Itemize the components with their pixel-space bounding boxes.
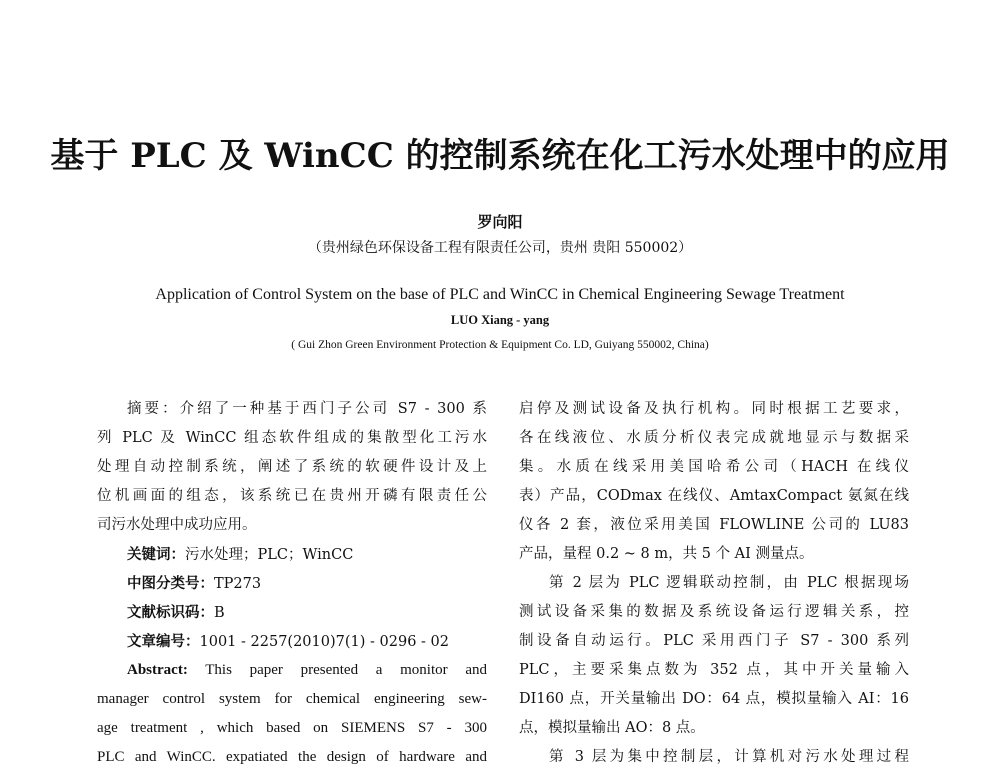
body-line: 测试设备采集的数据及系统设备运行逻辑关系，控 bbox=[519, 604, 909, 620]
body-line: 点，模拟量输出 AO：8 点。 bbox=[519, 720, 705, 736]
clc-label: 中图分类号： bbox=[127, 575, 214, 592]
clc-value: TP273 bbox=[214, 576, 262, 592]
abstract-cn-line: 列 PLC 及 WinCC 组态软件组成的集散型化工污水 bbox=[97, 430, 487, 446]
body-line: 第 3 层为集中控制层，计算机对污水处理过程 bbox=[549, 749, 909, 765]
body-line: 仪各 2 套，液位采用美国 FLOWLINE 公司的 LU83 bbox=[519, 517, 909, 533]
abstract-en-line bbox=[97, 656, 487, 685]
abstract-en-text: This paper presented a monitor and bbox=[187, 662, 487, 678]
doc-code-line bbox=[97, 598, 487, 627]
abstract-cn-line: 位机画面的组态，该系统已在贵州开磷有限责任公 bbox=[97, 488, 487, 504]
affiliation-cn: （贵州绿色环保设备工程有限责任公司，贵州 贵阳 550002） bbox=[307, 240, 693, 256]
article-no-line bbox=[97, 627, 487, 656]
body-line: 制设备自动运行。PLC 采用西门子 S7 - 300 系列 bbox=[519, 633, 909, 649]
article-no-value: 1001 - 2257(2010)7(1) - 0296 - 02 bbox=[199, 634, 449, 650]
author-name-cn: 罗向阳 bbox=[477, 213, 523, 231]
body-line: 表）产品，CODmax 在线仪、AmtaxCompact 氨氮在线 bbox=[519, 488, 909, 504]
abstract-en-line: PLC and WinCC. expatiated the design of hardware and bbox=[97, 749, 487, 765]
body-line: 集。水质在线采用美国哈希公司（HACH 在线仪 bbox=[519, 459, 909, 475]
body-line: 产品，量程 0.2 ~ 8 m，共 5 个 AI 测量点。 bbox=[519, 546, 814, 562]
keywords-value: 污水处理；PLC；WinCC bbox=[185, 547, 354, 563]
keywords-line bbox=[97, 540, 487, 569]
body-line: 启停及测试设备及执行机构。同时根据工艺要求， bbox=[519, 401, 909, 417]
body-line: 各在线液位、水质分析仪表完成就地显示与数据采 bbox=[519, 430, 909, 446]
abstract-cn-line: 摘要：介绍了一种基于西门子公司 S7 - 300 系 bbox=[127, 401, 487, 417]
clc-line bbox=[97, 569, 487, 598]
right-column bbox=[519, 395, 909, 772]
paper-title-en: Application of Control System on the base of PLC and WinCC in Chemical Engineering Sewage Treatment bbox=[155, 286, 845, 303]
affiliation-en: ( Gui Zhon Green Environment Protection & Equipment Co. LD, Guiyang 550002, China) bbox=[291, 339, 709, 351]
article-no-label: 文章编号： bbox=[127, 633, 200, 650]
abstract-cn-line: 处理自动控制系统，阐述了系统的软硬件设计及上 bbox=[97, 459, 487, 475]
abstract-en-line: age treatment , which based on SIEMENS S7 - 300 bbox=[97, 720, 487, 736]
author-name-en: LUO Xiang - yang bbox=[450, 313, 550, 327]
doc-code-value: B bbox=[214, 605, 225, 621]
abstract-en-line: manager control system for chemical engineering sew- bbox=[97, 691, 487, 707]
keywords-label: 关键词： bbox=[127, 546, 185, 563]
doc-code-label: 文献标识码： bbox=[127, 604, 214, 621]
abstract-en-label: Abstract: bbox=[127, 662, 188, 678]
left-column bbox=[97, 395, 487, 772]
body-line: PLC，主要采集点数为 352 点，其中开关量输入 bbox=[519, 662, 909, 678]
paper-title: 基于 PLC 及 WinCC 的控制系统在化工污水处理中的应用 bbox=[50, 136, 950, 176]
abstract-cn-line: 司污水处理中成功应用。 bbox=[97, 517, 257, 533]
body-line: DI160 点，开关量输出 DO：64 点，模拟量输入 AI：16 bbox=[519, 691, 909, 707]
body-line: 第 2 层为 PLC 逻辑联动控制，由 PLC 根据现场 bbox=[549, 575, 909, 591]
